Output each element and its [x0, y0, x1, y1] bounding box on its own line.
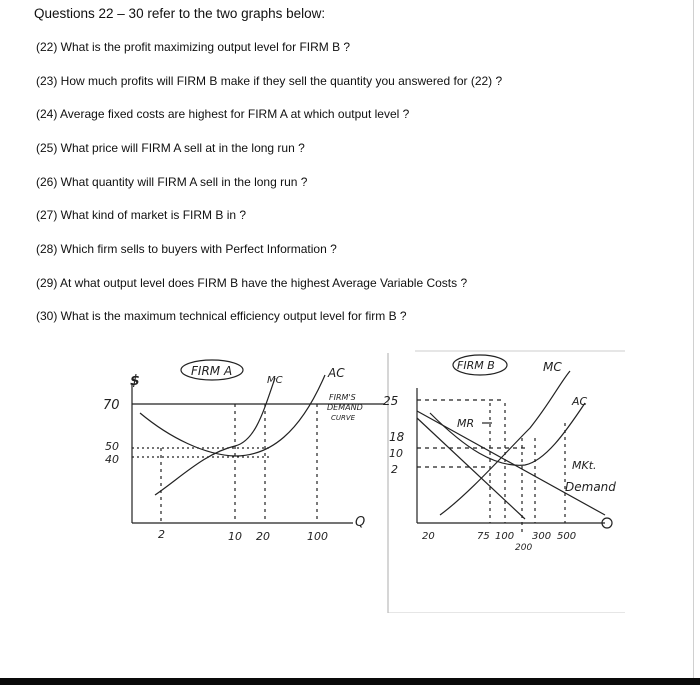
firm-a-demand-label-1: FIRM'S: [329, 393, 356, 402]
firm-b-labels: [383, 359, 616, 553]
firm-b-x-tick-500: 500: [557, 531, 577, 542]
question-23: (23) How much profits will FIRM B make if they sell the quantity you answered for (22) ?: [36, 74, 503, 88]
firm-a-ac-curve: [140, 375, 325, 456]
question-22: (22) What is the profit maximizing output level for FIRM B ?: [36, 40, 351, 54]
firm-a-y-tick-50: 50: [105, 440, 119, 453]
firm-b-x-tick-200: 200: [515, 543, 533, 553]
firm-a-x-tick-20: 20: [256, 530, 270, 543]
firm-a-y-tick-40: 40: [105, 453, 119, 466]
firm-b-demand-label: Demand: [565, 480, 616, 494]
firm-b-x-tick-20: 20: [422, 531, 435, 542]
firm-b-y-tick-25: 25: [383, 394, 399, 408]
firm-a-title: FIRM A: [191, 364, 233, 378]
firm-b-x-tick-75: 75: [477, 531, 490, 542]
firm-b-y-tick-18: 18: [389, 430, 405, 444]
firm-a-dollar-label: $: [130, 373, 140, 389]
firm-b-ac-label: AC: [572, 395, 588, 408]
firm-a-labels: [103, 364, 365, 543]
firm-b-x-tick-100: 100: [495, 531, 515, 542]
scan-edge-line: [693, 0, 694, 680]
firm-a-ac-label: AC: [328, 366, 345, 380]
firm-b-mc-label: MC: [543, 360, 562, 374]
firm-b-mkt-label: MKt.: [572, 459, 597, 472]
firm-a-demand-label-2: DEMAND: [327, 403, 363, 412]
firm-a-y-tick-70: 70: [103, 398, 120, 413]
firm-a-x-tick-100: 100: [307, 530, 328, 543]
firm-b-ac-curve: [430, 403, 585, 465]
question-26: (26) What quantity will FIRM A sell in the long run ?: [36, 175, 308, 189]
firm-a-x-tick-10: 10: [228, 530, 242, 543]
question-29: (29) At what output level does FIRM B have the highest Average Variable Costs ?: [36, 276, 468, 290]
question-30: (30) What is the maximum technical efficiency output level for firm B ?: [36, 309, 407, 323]
scan-bottom-border: [0, 678, 700, 685]
firm-a-demand-label-3: CURVE: [331, 414, 356, 422]
question-24: (24) Average fixed costs are highest for FIRM A at which output level ?: [36, 107, 410, 121]
firm-b-x-tick-300: 300: [532, 531, 552, 542]
question-25: (25) What price will FIRM A sell at in the long run ?: [36, 141, 305, 155]
hand-drawn-graphs: [85, 343, 630, 613]
firm-b-y-tick-2: 2: [391, 463, 398, 476]
firm-b-y-tick-10: 10: [389, 447, 403, 460]
question-27: (27) What kind of market is FIRM B in ?: [36, 208, 247, 222]
graph-firm-a: [132, 360, 385, 523]
questions-heading: Questions 22 – 30 refer to the two graphs below:: [34, 6, 326, 21]
question-28: (28) Which firm sells to buyers with Perfect Information ?: [36, 242, 337, 256]
firm-b-mc-curve: [440, 371, 570, 515]
firm-b-mr-curve: [417, 418, 525, 519]
firm-a-x-tick-2: 2: [158, 528, 165, 541]
firm-a-x-axis-label: Q: [355, 515, 366, 530]
firm-b-title: FIRM B: [457, 359, 495, 372]
firm-b-mr-label: MR: [457, 417, 475, 430]
firm-a-mc-label: MC: [267, 375, 283, 386]
